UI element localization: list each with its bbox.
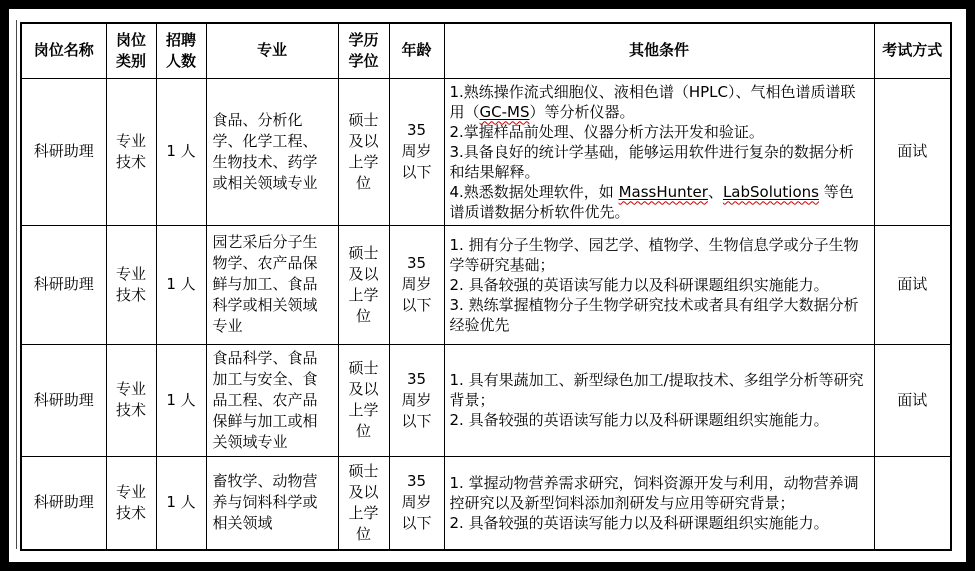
spellcheck-term: MassHunter [618,182,708,201]
condition-line [450,122,869,142]
header-conditions: 其他条件 [444,23,874,78]
cell-category: 专业技术 [106,344,156,456]
table-row [21,78,951,225]
condition-line [450,182,869,222]
cell-major: 园艺采后分子生物学、农产品保鲜与加工、食品科学或相关领域专业 [206,225,338,344]
text-segment: 2.掌握样品前处理、仪器分析方法开发和验证。 [449,122,764,141]
cell-category: 专业技术 [106,78,156,225]
cell-conditions [444,225,874,344]
table-row [21,344,951,456]
cell-major: 食品、分析化学、化学工程、生物技术、药学或相关领域专业 [206,78,338,225]
text-segment: 2. 具备较强的英语读写能力以及科研课题组织实施能力。 [449,275,829,294]
cell-headcount: 1 人 [156,78,206,225]
header-headcount: 招聘人数 [156,23,206,78]
text-segment: 1. 具有果蔬加工、新型绿色加工/提取技术、多组学分析等研究背景； [449,371,864,409]
text-segment: 2. 具备较强的英语读写能力以及科研课题组织实施能力。 [449,513,829,532]
cell-major: 食品科学、食品加工与安全、食品工程、农产品保鲜与加工或相关领域专业 [206,344,338,456]
cell-exam: 面试 [874,78,951,225]
header-position: 岗位名称 [21,23,106,78]
header-degree: 学历学位 [338,23,389,78]
document-sheet [9,9,966,555]
cell-position: 科研助理 [21,78,106,225]
text-segment: 、 [707,182,723,201]
recruitment-table [20,22,952,551]
header-category: 岗位类别 [106,23,156,78]
cell-conditions [444,456,874,550]
condition-line [450,295,869,335]
cell-conditions [444,78,874,225]
cell-position: 科研助理 [21,225,106,344]
condition-line [450,142,869,182]
condition-line [450,370,869,410]
text-segment: 3. 熟练掌握植物分子生物学研究技术或者具有组学大数据分析经验优先 [449,295,859,334]
cell-headcount: 1 人 [156,225,206,344]
cell-exam: 面试 [874,344,951,456]
text-segment: 3.具备良好的统计学基础，能够运用软件进行复杂的数据分析和结果解释。 [449,142,854,181]
cell-degree: 硕士及以上学位 [338,78,389,225]
condition-line [450,410,869,430]
table-row [21,456,951,550]
cell-exam [874,456,951,550]
header-major: 专业 [206,23,338,78]
cell-age: 35 周岁以下 [389,225,444,344]
spellcheck-term: LabSolutions [722,182,819,201]
condition-line [450,235,869,275]
cell-degree: 硕士及以上学位 [338,456,389,550]
table-header [21,23,951,78]
condition-line [450,473,869,513]
text-segment: ）等分析仪器。 [529,102,635,121]
text-segment: 2. 具备较强的英语读写能力以及科研课题组织实施能力。 [449,411,829,429]
condition-line [450,82,869,122]
table-row [21,225,951,344]
condition-line [450,513,869,533]
cell-conditions [444,344,874,456]
text-segment: 1. 掌握动物营养需求研究，饲料资源开发与利用，动物营养调控研究以及新型饲料添加剂研发与应用等研究背景； [449,473,859,512]
text-segment: 1.熟练操作流式细胞仪、液相色谱（HPLC）、气相色谱质谱联用（ [449,82,856,121]
header-row [21,23,951,78]
cell-degree: 硕士及以上学位 [338,344,389,456]
cell-age: 35 周岁以下 [389,344,444,456]
cell-degree: 硕士及以上学位 [338,225,389,344]
condition-line [450,275,869,295]
cell-category: 专业技术 [106,456,156,550]
cell-position: 科研助理 [21,344,106,456]
table-left-guide-line [16,20,17,549]
header-age: 年龄 [389,23,444,78]
cell-age: 35 周岁以下 [389,456,444,550]
text-segment: 等色谱质谱数据分析软件优先。 [449,182,854,221]
spellcheck-term: GC-MS [479,102,530,121]
table-body [21,78,951,550]
cell-age: 35 周岁以下 [389,78,444,225]
cell-headcount: 1 人 [156,344,206,456]
cell-position: 科研助理 [21,456,106,550]
text-segment: 1. 拥有分子生物学、园艺学、植物学、生物信息学或分子生物学等研究基础； [449,235,859,274]
header-exam: 考试方式 [874,23,951,78]
cell-exam: 面试 [874,225,951,344]
text-segment: 4.熟悉数据处理软件，如 [449,182,619,201]
cell-headcount: 1 人 [156,456,206,550]
cell-major: 畜牧学、动物营养与饲料科学或相关领域 [206,456,338,550]
cell-category: 专业技术 [106,225,156,344]
table-container [20,22,952,551]
